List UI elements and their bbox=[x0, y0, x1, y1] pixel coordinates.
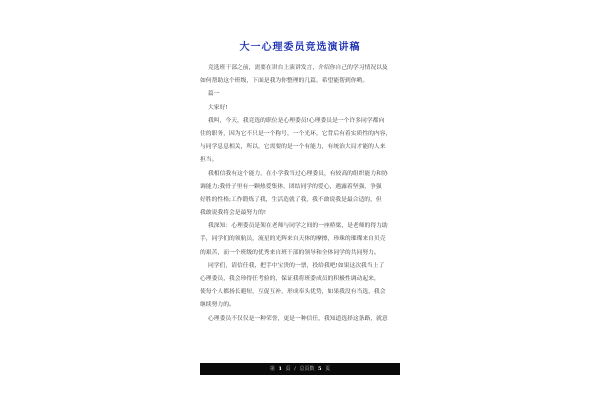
footer-total-word: 页 bbox=[325, 366, 331, 372]
paragraph bbox=[200, 313, 400, 326]
page-footer-bar bbox=[200, 363, 400, 375]
text-line: 继续努力的。 bbox=[200, 302, 235, 309]
paragraph bbox=[200, 88, 400, 101]
paragraph bbox=[200, 115, 400, 168]
paragraph bbox=[200, 260, 400, 313]
footer-prefix: 第 bbox=[269, 366, 275, 372]
text-line: 往的职务，因为它不只是一个称号，一个光环，它背后有着实质性的内容， bbox=[200, 130, 392, 137]
document-body bbox=[200, 62, 400, 326]
paragraph bbox=[200, 168, 400, 221]
text-line: 与同学息息相关，所以，它需要的是一个有能力，有统治大局才能的人来 bbox=[200, 144, 386, 151]
text-line: 我叫，今天，我竞选的职位是心理委员!心理委员是一个许多同学都向 bbox=[208, 117, 385, 124]
text-line: 心理委员不仅仅是一种荣誉，更是一种信任，我知道选择这条路，就意 bbox=[208, 315, 388, 322]
text-line: 我相信我有这个能力，在小学我当过心理委员，有较高的组织能力和协 bbox=[208, 170, 388, 177]
paragraph bbox=[200, 62, 400, 88]
text-line: 如何帮助这个班级，下面是我为你整理的几篇，希望能帮到你哟。 bbox=[200, 78, 369, 85]
text-line: 篇一 bbox=[208, 91, 220, 98]
text-line: 我深知：心理委员是架在老师与同学之间的一座桥梁，是老师的得力助 bbox=[208, 223, 388, 230]
paragraph bbox=[200, 102, 400, 115]
text-line: 手，同学们的领航员，流星的光辉来自天体的摩擦，珍珠的璀璨来自贝壳 bbox=[200, 236, 386, 243]
text-line: 心理委员，我会珍得任考验的，保证我将班委成员的积极性调动起来， bbox=[200, 276, 380, 282]
text-line: 的艰苦，而一个班级的优秀来自班干部的领导和全体同学的共同努力。 bbox=[200, 249, 380, 256]
document-title: 大一心理委员竞选演讲稿 bbox=[239, 42, 361, 53]
text-line: 使每个人都扬长避短，互促互补，形成奉头优势，如果我没有当选，我会 bbox=[200, 289, 386, 296]
text-line: 我敢说我将会是最努力的! bbox=[200, 210, 267, 217]
text-line: 调能力;我骨子里有一颗热爱集体，团结同学的爱心，遇露着坚强，争强 bbox=[200, 183, 382, 190]
text-line: 同学们，请信任我，把手中宝贵的一票，投给我吧!如果这次我当上了 bbox=[208, 262, 385, 269]
total-page-count: 5 bbox=[318, 366, 322, 372]
document-page bbox=[200, 0, 400, 400]
footer-separator: / bbox=[294, 366, 296, 372]
paragraph bbox=[200, 220, 400, 260]
text-line: 竞选班干部之前，需要在讲台上演讲发言，介绍你自己的学习情况以及 bbox=[208, 65, 388, 71]
footer-page-word: 页 bbox=[285, 366, 291, 372]
footer-total-label: 总页数 bbox=[299, 366, 315, 372]
text-line: 好胜的性格;工作锻炼了我，生活造就了我，我不敢说我是最合适的，但 bbox=[200, 196, 382, 203]
current-page-number: 1 bbox=[278, 366, 282, 372]
text-line: 担当。 bbox=[200, 157, 218, 164]
text-line: 大家好! bbox=[208, 104, 228, 111]
